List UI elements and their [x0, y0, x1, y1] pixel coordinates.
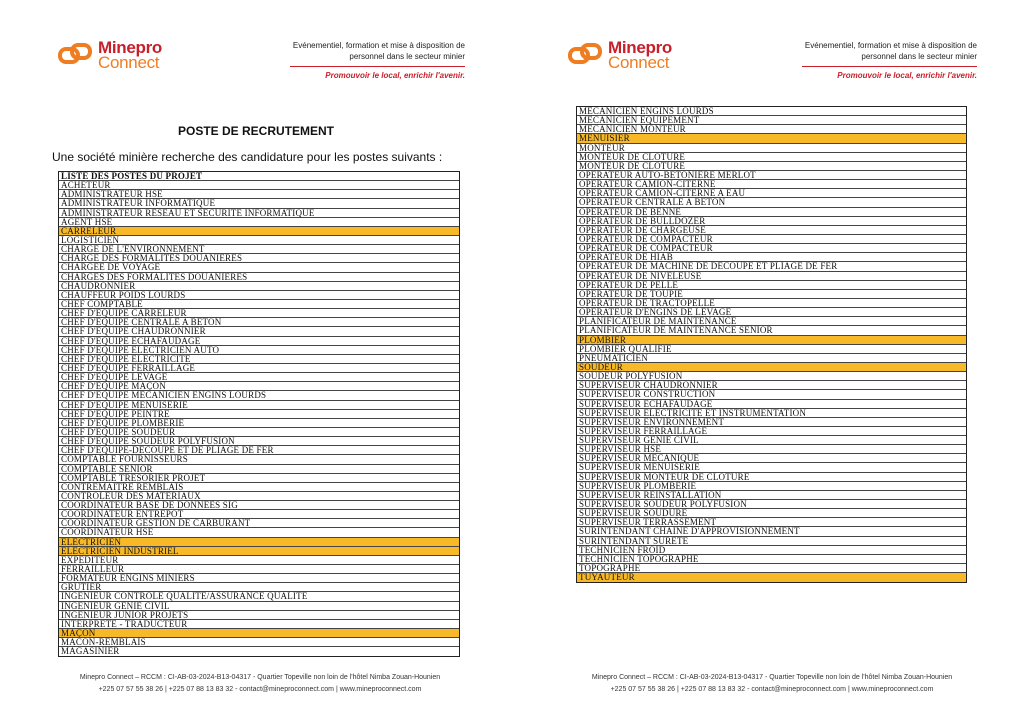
footer-address: Minepro Connect – RCCM : CI-AB-03-2024-B13-04317 - Quartier Topeville non loin de l'hôtel Nimba Zouan-Hounien — [591, 674, 953, 681]
table-row: CHEF D'EQUIPE MENUISERIE — [59, 401, 459, 410]
table-row: TECHNICIEN FROID — [577, 546, 966, 555]
table-row: COMPTABLE TRESORIER PROJET — [59, 474, 459, 483]
table-row: LOGISTICIEN — [59, 236, 459, 245]
table-row: SURINTENDANT CHAINE D'APPROVISIONNEMENT — [577, 527, 966, 536]
logo-name-top: Minepro — [608, 38, 673, 57]
table-row: SUPERVISEUR SOUDURE — [577, 509, 966, 518]
table-row: OPERATEUR DE CHARGEUSE — [577, 226, 966, 235]
chain-link-icon — [58, 42, 94, 68]
table-row: MONTEUR DE CLÔTURE — [577, 162, 966, 171]
table-row: OPERATEUR DE HIAB — [577, 253, 966, 262]
motto: Promouvoir le local, enrichir l'avenir. — [837, 71, 977, 80]
table-row: OPERATEUR DE TRACTOPELLE — [577, 299, 966, 308]
table-header: LISTE DES POSTES DU PROJET — [59, 172, 459, 181]
table-row: OPERATEUR D'ENGINS DE LEVAGE — [577, 308, 966, 317]
table-row: CHEF D'EQUIPE-DECOUPE ET DE PLIAGE DE FER — [59, 446, 459, 455]
table-row: PNEUMATICIEN — [577, 354, 966, 363]
header-divider — [290, 66, 465, 67]
table-row: MAÇON — [59, 629, 459, 638]
tagline-line2: personnel dans le secteur minier — [349, 52, 465, 61]
table-row: SOUDEUR POLYFUSION — [577, 372, 966, 381]
table-row: MONTEUR DE CLOTURE — [577, 153, 966, 162]
table-row: PLOMBIER — [577, 336, 966, 345]
table-row: CHEF D'EQUIPE MECANICIEN ENGINS LOURDS — [59, 391, 459, 400]
footer — [572, 672, 972, 696]
table-row: CONTREMAITRE REMBLAIS — [59, 483, 459, 492]
logo-name-bottom: Connect — [608, 53, 670, 72]
table-row: CHARGE DE L'ENVIRONNEMENT — [59, 245, 459, 254]
table-row: ELECTRICIEN INDUSTRIEL — [59, 547, 459, 556]
table-row: OPERATEUR CAMION-CITERNE — [577, 180, 966, 189]
table-row: INGENIEUR GENIE CIVIL — [59, 602, 459, 611]
table-row: CHARGES DES FORMALITES DOUANIERES — [59, 273, 459, 282]
footer-contact: +225 07 57 55 38 26 | +225 07 88 13 83 32 - contact@mineproconnect.com | www.mineproconnect.com — [98, 686, 422, 693]
header-info — [762, 40, 977, 80]
motto: Promouvoir le local, enrichir l'avenir. — [325, 71, 465, 80]
table-row: PLANIFICATEUR DE MAINTENANCE SENIOR — [577, 326, 966, 335]
table-row: ADMINISTRATEUR INFORMATIQUE — [59, 199, 459, 208]
table-row: SUPERVISEUR REINSTALLATION — [577, 491, 966, 500]
footer-address: Minepro Connect – RCCM : CI-AB-03-2024-B13-04317 - Quartier Topeville non loin de l'hôtel Nimba Zouan-Hounien — [79, 674, 441, 681]
job-list-table-right — [576, 106, 967, 583]
table-row: MECANICIEN MONTEUR — [577, 125, 966, 134]
table-row: CHAUFFEUR POIDS LOURDS — [59, 291, 459, 300]
table-row: COORDINATEUR HSE — [59, 528, 459, 537]
company-logo — [568, 40, 672, 70]
table-row: CHEF D'EQUIPE SOUDEUR POLYFUSION — [59, 437, 459, 446]
header-info — [250, 40, 465, 80]
table-row: SUPERVISEUR ECHAFAUDAGE — [577, 400, 966, 409]
table-row: TECHNICIEN TOPOGRAPHE — [577, 555, 966, 564]
table-row: ADMINISTRATEUR HSE — [59, 190, 459, 199]
header-divider — [802, 66, 977, 67]
table-row: OPERATEUR DE COMPACTEUR — [577, 244, 966, 253]
table-row: SUPERVISEUR TERRASSEMENT — [577, 518, 966, 527]
table-row: AGENT HSE — [59, 218, 459, 227]
table-row: OPERATEUR DE NIVELEUSE — [577, 272, 966, 281]
table-row: CHEF D'EQUIPE FERRAILLAGE — [59, 364, 459, 373]
table-row: CHARGEE DE VOYAGE — [59, 263, 459, 272]
table-row: ELECTRICIEN — [59, 538, 459, 547]
table-row: MECANICIEN ENGINS LOURDS — [577, 107, 966, 116]
table-row: MENUISIER — [577, 134, 966, 143]
table-row: OPERATEUR DE TOUPIE — [577, 290, 966, 299]
tagline-line1: Evénementiel, formation et mise à disposition de — [292, 41, 465, 50]
table-row: MECANICIEN EQUIPEMENT — [577, 116, 966, 125]
table-row: SUPERVISEUR CHAUDRONNIER — [577, 381, 966, 390]
table-row: INGENIEUR JUNIOR PROJETS — [59, 611, 459, 620]
table-row: SUPERVISEUR HSE — [577, 445, 966, 454]
tagline-line2: personnel dans le secteur minier — [861, 52, 977, 61]
table-row: ADMINISTRATEUR RESEAU ET SECURITE INFORMATIQUE — [59, 209, 459, 218]
table-row: EXPEDITEUR — [59, 556, 459, 565]
table-row: SUPERVISEUR MENUISERIE — [577, 463, 966, 472]
company-logo — [58, 40, 162, 70]
document-subtitle: Une société minière recherche des candidature pour les postes suivants : — [52, 150, 443, 164]
table-row: CHEF D'EQUIPE ELECTRICITE — [59, 355, 459, 364]
table-row: OPERATEUR AUTO-BETONIERE MERLOT — [577, 171, 966, 180]
table-row: CHEF D'EQUIPE LEVAGE — [59, 373, 459, 382]
table-row: OPERATEUR DE COMPACTEUR — [577, 235, 966, 244]
table-row: TUYAUTEUR — [577, 573, 966, 582]
table-row: CHEF D'EQUIPE CHAUDRONNIER — [59, 327, 459, 336]
table-row: FERRAILLEUR — [59, 565, 459, 574]
table-row: CHEF D'EQUIPE ELECTRICIEN AUTO — [59, 346, 459, 355]
logo-name-bottom: Connect — [98, 53, 160, 72]
table-row: COORDINATEUR GESTION DE CARBURANT — [59, 519, 459, 528]
job-list-table-left — [58, 171, 460, 657]
table-row: MONTEUR — [577, 144, 966, 153]
table-row: COMPTABLE SENIOR — [59, 465, 459, 474]
table-row: CHEF D'EQUIPE ECHAFAUDAGE — [59, 337, 459, 346]
table-row: SUPERVISEUR FERRAILLAGE — [577, 427, 966, 436]
table-row: OPERATEUR CENTRALE A BETON — [577, 198, 966, 207]
table-row: CHEF COMPTABLE — [59, 300, 459, 309]
table-row: OPERATEUR DE BENNE — [577, 208, 966, 217]
logo-name-top: Minepro — [98, 38, 163, 57]
table-row: ACHETEUR — [59, 181, 459, 190]
table-row: OPERATEUR DE MACHINE DE DECOUPE ET PLIAGE DE FER — [577, 262, 966, 271]
table-row: OPERATEUR DE PELLE — [577, 281, 966, 290]
table-row: CHEF D'EQUIPE PLOMBERIE — [59, 419, 459, 428]
chain-link-icon — [568, 42, 604, 68]
table-row: CHEF D'EQUIPE MAÇON — [59, 382, 459, 391]
footer — [60, 672, 460, 696]
table-row: CHEF D'EQUIPE SOUDEUR — [59, 428, 459, 437]
table-row: GRUTIER — [59, 583, 459, 592]
table-row: CARRELEUR — [59, 227, 459, 236]
table-row: FORMATEUR ENGINS MINIERS — [59, 574, 459, 583]
table-row: CHEF D'EQUIPE PEINTRE — [59, 410, 459, 419]
table-row: SUPERVISEUR MONTEUR DE CLOTURE — [577, 473, 966, 482]
footer-contact: +225 07 57 55 38 26 | +225 07 88 13 83 32 - contact@mineproconnect.com | www.mineproconnect.com — [610, 686, 934, 693]
table-row: INTERPRETE - TRADUCTEUR — [59, 620, 459, 629]
table-row: COORDINATEUR ENTREPOT — [59, 510, 459, 519]
table-row: OPERATEUR CAMION-CITERNE A EAU — [577, 189, 966, 198]
table-row: MACON-REMBLAIS — [59, 638, 459, 647]
table-row: PLOMBIER QUALIFIE — [577, 345, 966, 354]
table-row: PLANIFICATEUR DE MAINTENANCE — [577, 317, 966, 326]
table-row: SUPERVISEUR SOUDEUR POLYFUSION — [577, 500, 966, 509]
tagline-line1: Evénementiel, formation et mise à disposition de — [804, 41, 977, 50]
table-row: SUPERVISEUR CONSTRUCTION — [577, 390, 966, 399]
table-row: TOPOGRAPHE — [577, 564, 966, 573]
table-row: COMPTABLE FOURNISSEURS — [59, 455, 459, 464]
table-row: INGENIEUR CONTRÔLE QUALITE/ASSURANCE QUALITE — [59, 592, 459, 601]
table-row: OPERATEUR DE BULLDOZER — [577, 217, 966, 226]
table-row: SUPERVISEUR GENIE CIVIL — [577, 436, 966, 445]
table-row: CHEF D'EQUIPE CENTRALE A BETON — [59, 318, 459, 327]
table-row: SUPERVISEUR ELECTRICITE ET INSTRUMENTATION — [577, 409, 966, 418]
table-row: CHARGE DES FORMALITES DOUANIERES — [59, 254, 459, 263]
table-row: SUPERVISEUR PLOMBERIE — [577, 482, 966, 491]
table-row: SUPERVISEUR ENVIRONNEMENT — [577, 418, 966, 427]
table-row: CHAUDRONNIER — [59, 282, 459, 291]
table-row: SUPERVISEUR MECANIQUE — [577, 454, 966, 463]
table-row: SOUDEUR — [577, 363, 966, 372]
table-row: CHEF D'EQUIPE CARRELEUR — [59, 309, 459, 318]
table-row: SURINTENDANT SURETE — [577, 537, 966, 546]
table-row: COORDINATEUR BASE DE DONNEES SIG — [59, 501, 459, 510]
document-title: POSTE DE RECRUTEMENT — [177, 124, 334, 138]
table-row: MAGASINIER — [61, 647, 120, 657]
table-row: CONTROLEUR DES MATERIAUX — [59, 492, 459, 501]
